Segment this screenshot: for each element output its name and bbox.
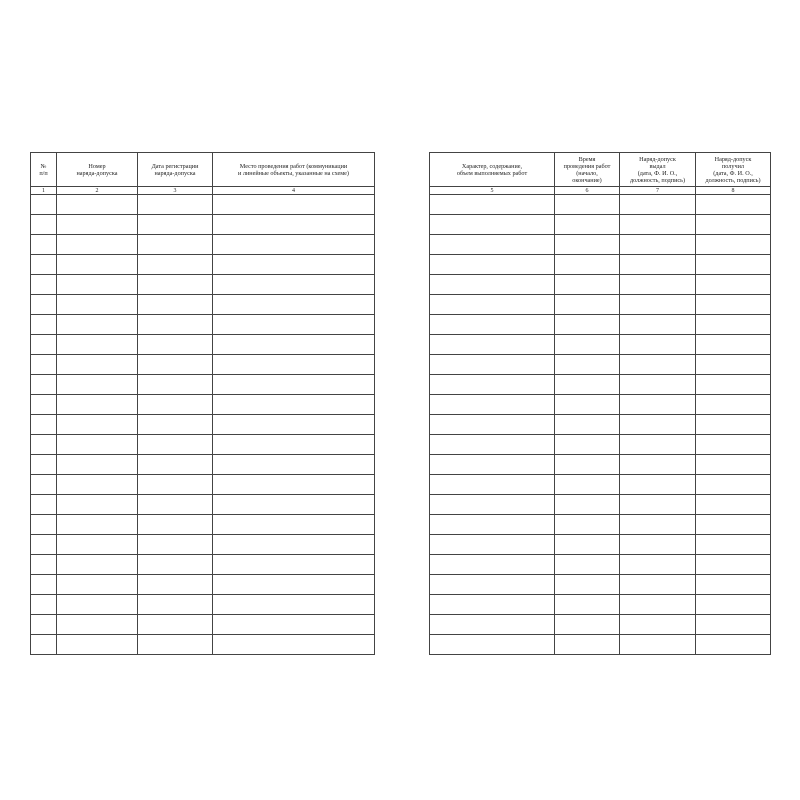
right-column-numbers-row [430, 187, 771, 195]
right-rows [430, 195, 771, 655]
table-row [31, 575, 375, 595]
table-row [430, 475, 771, 495]
table-row [430, 415, 771, 435]
table-cell[interactable] [555, 355, 620, 375]
table-cell[interactable] [213, 275, 375, 295]
table-cell[interactable] [138, 615, 213, 635]
table-cell[interactable] [31, 615, 57, 635]
table-cell[interactable] [555, 415, 620, 435]
table-cell[interactable] [430, 515, 555, 535]
table-cell[interactable] [430, 395, 555, 415]
table-row [430, 435, 771, 455]
table-cell[interactable] [430, 355, 555, 375]
table-cell[interactable] [138, 275, 213, 295]
table-cell[interactable] [31, 495, 57, 515]
table-row [430, 635, 771, 655]
table-cell[interactable] [696, 535, 771, 555]
table-cell[interactable] [31, 235, 57, 255]
table-cell[interactable] [696, 395, 771, 415]
table-cell[interactable] [213, 395, 375, 415]
table-cell[interactable] [213, 635, 375, 655]
table-cell[interactable] [31, 575, 57, 595]
table-cell[interactable] [696, 375, 771, 395]
table-cell[interactable] [555, 275, 620, 295]
table-row [31, 335, 375, 355]
col-header-work-time: Время проведения работ (начало, окончание) [555, 153, 620, 187]
left-column-numbers-row [31, 187, 375, 195]
table-cell[interactable] [620, 515, 696, 535]
table-cell[interactable] [555, 635, 620, 655]
table-cell[interactable] [696, 595, 771, 615]
table-cell[interactable] [138, 255, 213, 275]
table-cell[interactable] [696, 555, 771, 575]
table-cell[interactable] [430, 275, 555, 295]
table-cell[interactable] [430, 235, 555, 255]
table-row [31, 375, 375, 395]
col-number-3: 3 [138, 187, 213, 195]
table-cell[interactable] [696, 435, 771, 455]
table-cell[interactable] [430, 415, 555, 435]
col-number-6: 6 [555, 187, 620, 195]
table-cell[interactable] [57, 475, 138, 495]
table-cell[interactable] [555, 595, 620, 615]
table-cell[interactable] [138, 335, 213, 355]
table-cell[interactable] [31, 315, 57, 335]
col-header-work-description: Характер, содержание, объем выполняемых работ [430, 153, 555, 187]
table-cell[interactable] [213, 315, 375, 335]
table-cell[interactable] [57, 575, 138, 595]
table-cell[interactable] [31, 375, 57, 395]
table-cell[interactable] [138, 575, 213, 595]
table-cell[interactable] [31, 295, 57, 315]
table-cell[interactable] [696, 615, 771, 635]
table-cell[interactable] [555, 235, 620, 255]
table-cell[interactable] [696, 515, 771, 535]
col-header-permit-received-by: Наряд-допуск получил (дата, Ф. И. О., должность, подпись) [696, 153, 771, 187]
table-cell[interactable] [555, 455, 620, 475]
table-cell[interactable] [31, 555, 57, 575]
table-cell[interactable] [696, 415, 771, 435]
table-cell[interactable] [620, 475, 696, 495]
table-cell[interactable] [213, 215, 375, 235]
table-cell[interactable] [555, 495, 620, 515]
table-cell[interactable] [555, 195, 620, 215]
table-row [430, 535, 771, 555]
table-cell[interactable] [555, 575, 620, 595]
table-cell[interactable] [696, 315, 771, 335]
table-cell[interactable] [430, 335, 555, 355]
table-cell[interactable] [430, 455, 555, 475]
table-cell[interactable] [57, 255, 138, 275]
table-cell[interactable] [430, 535, 555, 555]
table-cell[interactable] [555, 215, 620, 235]
table-cell[interactable] [430, 215, 555, 235]
table-cell[interactable] [620, 615, 696, 635]
table-cell[interactable] [213, 375, 375, 395]
table-row [31, 495, 375, 515]
table-cell[interactable] [696, 635, 771, 655]
table-cell[interactable] [138, 415, 213, 435]
table-cell[interactable] [138, 195, 213, 215]
table-cell[interactable] [57, 635, 138, 655]
table-cell[interactable] [138, 235, 213, 255]
table-row [31, 295, 375, 315]
table-cell[interactable] [696, 575, 771, 595]
table-cell[interactable] [696, 335, 771, 355]
table-cell[interactable] [620, 195, 696, 215]
table-cell[interactable] [213, 515, 375, 535]
table-row [430, 195, 771, 215]
table-cell[interactable] [555, 475, 620, 495]
table-cell[interactable] [57, 295, 138, 315]
table-cell[interactable] [31, 195, 57, 215]
left-header-row [31, 153, 375, 187]
table-cell[interactable] [138, 295, 213, 315]
table-cell[interactable] [31, 435, 57, 455]
table-cell[interactable] [138, 515, 213, 535]
table-cell[interactable] [138, 355, 213, 375]
table-cell[interactable] [213, 355, 375, 375]
right-header-row [430, 153, 771, 187]
table-row [430, 215, 771, 235]
table-row [430, 235, 771, 255]
table-row [430, 315, 771, 335]
table-cell[interactable] [31, 635, 57, 655]
table-row [31, 615, 375, 635]
right-register-table [429, 152, 771, 655]
table-row [430, 335, 771, 355]
table-cell[interactable] [555, 435, 620, 455]
table-cell[interactable] [57, 555, 138, 575]
table-row [31, 415, 375, 435]
table-cell[interactable] [555, 255, 620, 275]
col-number-8: 8 [696, 187, 771, 195]
table-cell[interactable] [213, 535, 375, 555]
table-cell[interactable] [138, 395, 213, 415]
col-number-4: 4 [213, 187, 375, 195]
table-cell[interactable] [57, 455, 138, 475]
table-row [430, 495, 771, 515]
table-cell[interactable] [57, 315, 138, 335]
table-cell[interactable] [213, 615, 375, 635]
table-cell[interactable] [555, 375, 620, 395]
table-row [31, 475, 375, 495]
col-number-2: 2 [57, 187, 138, 195]
table-cell[interactable] [213, 555, 375, 575]
table-cell[interactable] [57, 495, 138, 515]
table-cell[interactable] [620, 315, 696, 335]
table-cell[interactable] [620, 375, 696, 395]
table-cell[interactable] [213, 235, 375, 255]
table-cell[interactable] [57, 375, 138, 395]
table-cell[interactable] [696, 455, 771, 475]
table-row [31, 535, 375, 555]
table-cell[interactable] [430, 435, 555, 455]
table-cell[interactable] [57, 335, 138, 355]
table-cell[interactable] [430, 315, 555, 335]
col-number-7: 7 [620, 187, 696, 195]
table-cell[interactable] [620, 275, 696, 295]
table-cell[interactable] [31, 595, 57, 615]
table-cell[interactable] [620, 435, 696, 455]
table-row [430, 455, 771, 475]
table-cell[interactable] [620, 635, 696, 655]
table-cell[interactable] [620, 355, 696, 375]
table-cell[interactable] [620, 295, 696, 315]
table-cell[interactable] [31, 415, 57, 435]
table-cell[interactable] [555, 615, 620, 635]
table-cell[interactable] [430, 555, 555, 575]
table-row [430, 575, 771, 595]
table-cell[interactable] [31, 355, 57, 375]
table-cell[interactable] [138, 315, 213, 335]
table-cell[interactable] [57, 435, 138, 455]
table-cell[interactable] [31, 475, 57, 495]
table-cell[interactable] [57, 615, 138, 635]
table-cell[interactable] [31, 455, 57, 475]
col-number-1: 1 [31, 187, 57, 195]
table-cell[interactable] [138, 595, 213, 615]
table-cell[interactable] [620, 575, 696, 595]
table-cell[interactable] [138, 635, 213, 655]
table-cell[interactable] [696, 255, 771, 275]
table-cell[interactable] [620, 535, 696, 555]
table-row [31, 195, 375, 215]
table-row [31, 555, 375, 575]
table-row [31, 435, 375, 455]
table-cell[interactable] [430, 595, 555, 615]
table-cell[interactable] [620, 495, 696, 515]
table-row [430, 395, 771, 415]
table-cell[interactable] [696, 195, 771, 215]
table-cell[interactable] [620, 455, 696, 475]
table-cell[interactable] [620, 215, 696, 235]
table-row [430, 375, 771, 395]
table-cell[interactable] [555, 555, 620, 575]
table-row [430, 515, 771, 535]
table-cell[interactable] [213, 455, 375, 475]
table-cell[interactable] [696, 295, 771, 315]
table-row [31, 515, 375, 535]
table-cell[interactable] [696, 355, 771, 375]
table-cell[interactable] [430, 375, 555, 395]
table-row [31, 455, 375, 475]
table-row [31, 395, 375, 415]
table-cell[interactable] [57, 415, 138, 435]
table-row [430, 615, 771, 635]
table-cell[interactable] [696, 215, 771, 235]
left-page [30, 152, 375, 655]
table-cell[interactable] [57, 195, 138, 215]
table-cell[interactable] [138, 435, 213, 455]
table-cell[interactable] [138, 495, 213, 515]
table-cell[interactable] [31, 395, 57, 415]
table-cell[interactable] [555, 315, 620, 335]
left-rows [31, 195, 375, 655]
table-cell[interactable] [31, 275, 57, 295]
table-cell[interactable] [213, 335, 375, 355]
col-number-5: 5 [430, 187, 555, 195]
table-cell[interactable] [31, 535, 57, 555]
table-cell[interactable] [213, 435, 375, 455]
table-cell[interactable] [57, 215, 138, 235]
table-cell[interactable] [555, 295, 620, 315]
table-cell[interactable] [620, 335, 696, 355]
table-cell[interactable] [430, 475, 555, 495]
col-header-permit-issued-by: Наряд-допуск выдал (дата, Ф. И. О., должность, подпись) [620, 153, 696, 187]
table-cell[interactable] [213, 195, 375, 215]
table-cell[interactable] [138, 555, 213, 575]
table-cell[interactable] [555, 535, 620, 555]
left-register-table [30, 152, 375, 655]
table-cell[interactable] [430, 635, 555, 655]
table-cell[interactable] [31, 215, 57, 235]
table-cell[interactable] [213, 575, 375, 595]
table-row [430, 555, 771, 575]
table-cell[interactable] [696, 475, 771, 495]
table-cell[interactable] [138, 475, 213, 495]
table-cell[interactable] [555, 335, 620, 355]
table-row [31, 235, 375, 255]
right-page [429, 152, 771, 655]
table-cell[interactable] [31, 255, 57, 275]
table-cell[interactable] [57, 355, 138, 375]
col-header-work-location: Место проведения работ (коммуникации и линейные объекты, указанные на схеме) [213, 153, 375, 187]
table-cell[interactable] [620, 395, 696, 415]
table-cell[interactable] [430, 615, 555, 635]
table-row [430, 255, 771, 275]
col-header-permit-number: Номер наряда-допуска [57, 153, 138, 187]
table-cell[interactable] [620, 255, 696, 275]
table-cell[interactable] [696, 495, 771, 515]
table-row [31, 255, 375, 275]
table-cell[interactable] [57, 235, 138, 255]
table-row [31, 275, 375, 295]
table-cell[interactable] [430, 575, 555, 595]
table-cell[interactable] [213, 475, 375, 495]
table-cell[interactable] [213, 415, 375, 435]
table-cell[interactable] [138, 535, 213, 555]
table-row [430, 355, 771, 375]
table-row [31, 635, 375, 655]
col-header-registration-date: Дата регистрации наряда-допуска [138, 153, 213, 187]
table-cell[interactable] [138, 215, 213, 235]
table-cell[interactable] [57, 595, 138, 615]
table-cell[interactable] [138, 375, 213, 395]
table-cell[interactable] [555, 515, 620, 535]
table-cell[interactable] [430, 195, 555, 215]
table-row [31, 355, 375, 375]
table-cell[interactable] [57, 395, 138, 415]
table-cell[interactable] [430, 495, 555, 515]
table-cell[interactable] [57, 535, 138, 555]
table-cell[interactable] [430, 255, 555, 275]
table-cell[interactable] [696, 235, 771, 255]
table-row [430, 275, 771, 295]
table-cell[interactable] [31, 335, 57, 355]
table-cell[interactable] [696, 275, 771, 295]
table-cell[interactable] [213, 495, 375, 515]
table-cell[interactable] [620, 595, 696, 615]
table-row [31, 215, 375, 235]
table-cell[interactable] [31, 515, 57, 535]
table-cell[interactable] [620, 555, 696, 575]
table-cell[interactable] [138, 455, 213, 475]
table-row [31, 595, 375, 615]
table-cell[interactable] [620, 235, 696, 255]
table-row [430, 295, 771, 315]
table-row [31, 315, 375, 335]
table-cell[interactable] [620, 415, 696, 435]
table-row [430, 595, 771, 615]
table-cell[interactable] [430, 295, 555, 315]
table-cell[interactable] [213, 295, 375, 315]
table-cell[interactable] [57, 515, 138, 535]
table-cell[interactable] [213, 255, 375, 275]
table-cell[interactable] [57, 275, 138, 295]
col-header-row-number: № п/п [31, 153, 57, 187]
table-cell[interactable] [213, 595, 375, 615]
table-cell[interactable] [555, 395, 620, 415]
